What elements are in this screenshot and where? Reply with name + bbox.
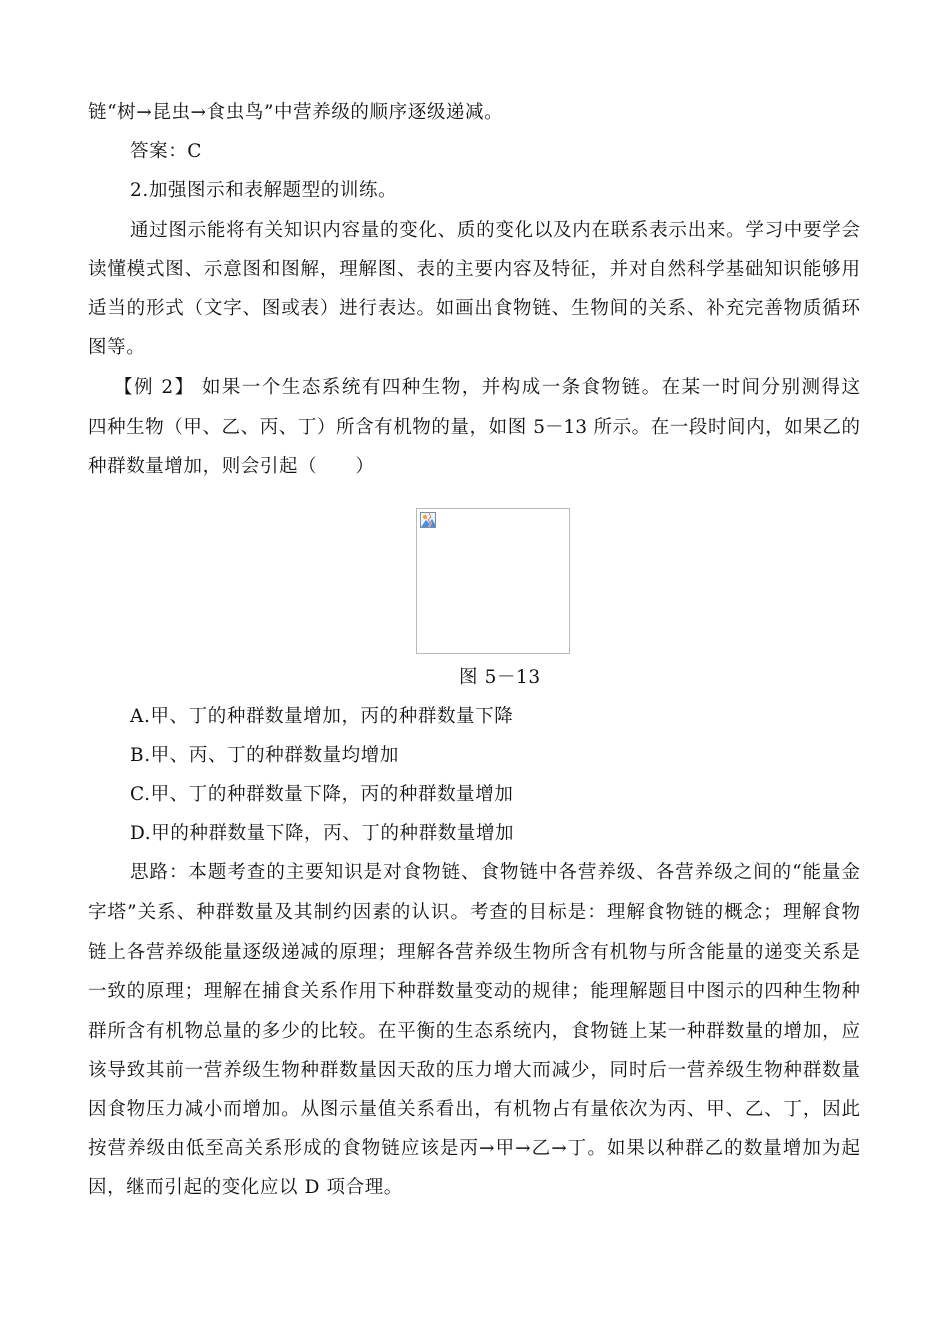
option-d: D.甲的种群数量下降，丙、丁的种群数量增加 xyxy=(130,823,515,844)
paragraph-line: 适当的形式（文字、图或表）进行表达。如画出食物链、生物间的关系、补充完善物质循环 xyxy=(88,298,860,319)
paragraph-line: 读懂模式图、示意图和图解，理解图、表的主要内容及特征，并对自然科学基础知识能够用 xyxy=(88,259,860,280)
analysis-line: 因，继而引起的变化应以 D 项合理。 xyxy=(88,1177,403,1198)
analysis-line: 因食物压力减小而增加。从图示量值关系看出，有机物占有量依次为丙、甲、乙、丁，因此 xyxy=(88,1099,860,1120)
broken-image-icon xyxy=(420,512,436,528)
example-question-line: 四种生物（甲、乙、丙、丁）所含有机物的量，如图 5－13 所示。在一段时间内，如果乙的 xyxy=(88,417,860,438)
option-c: C.甲、丁的种群数量下降，丙的种群数量增加 xyxy=(130,784,514,805)
analysis-line: 该导致其前一营养级生物种群数量因天敌的压力增大而减少，同时后一营养级生物种群数量 xyxy=(88,1060,860,1081)
text-line-intro-end: 链“树→昆虫→食虫鸟”中营养级的顺序逐级递减。 xyxy=(88,102,504,123)
example-question-line: 【例 2】 如果一个生态系统有四种生物，并构成一条食物链。在某一时间分别测得这 xyxy=(114,377,860,398)
analysis-line: 按营养级由低至高关系形成的食物链应该是丙→甲→乙→丁。如果以种群乙的数量增加为起 xyxy=(88,1138,860,1159)
figure-caption: 图 5－13 xyxy=(459,667,541,688)
option-b: B.甲、丙、丁的种群数量均增加 xyxy=(130,745,399,766)
figure-image-placeholder xyxy=(416,508,570,654)
paragraph-line: 通过图示能将有关知识内容量的变化、质的变化以及内在联系表示出来。学习中要学会 xyxy=(130,220,860,241)
analysis-line: 一致的原理；理解在捕食关系作用下种群数量变动的规律；能理解题目中图示的四种生物种 xyxy=(88,981,860,1002)
paragraph-line: 图等。 xyxy=(88,337,146,358)
analysis-line: 字塔”关系、种群数量及其制约因素的认识。考查的目标是：理解食物链的概念；理解食物 xyxy=(88,902,860,923)
analysis-line: 链上各营养级能量逐级递减的原理；理解各营养级生物所含有机物与所含能量的递变关系是 xyxy=(88,942,860,963)
option-a: A.甲、丁的种群数量增加，丙的种群数量下降 xyxy=(130,706,514,727)
answer-line: 答案：C xyxy=(130,141,203,162)
section-heading: 2.加强图示和表解题型的训练。 xyxy=(130,180,398,201)
example-question-line: 种群数量增加，则会引起（ ） xyxy=(88,456,375,477)
analysis-line: 群所含有机物总量的多少的比较。在平衡的生态系统内，食物链上某一种群数量的增加，应 xyxy=(88,1021,860,1042)
analysis-line: 思路：本题考查的主要知识是对食物链、食物链中各营养级、各营养级之间的“能量金 xyxy=(130,862,860,883)
